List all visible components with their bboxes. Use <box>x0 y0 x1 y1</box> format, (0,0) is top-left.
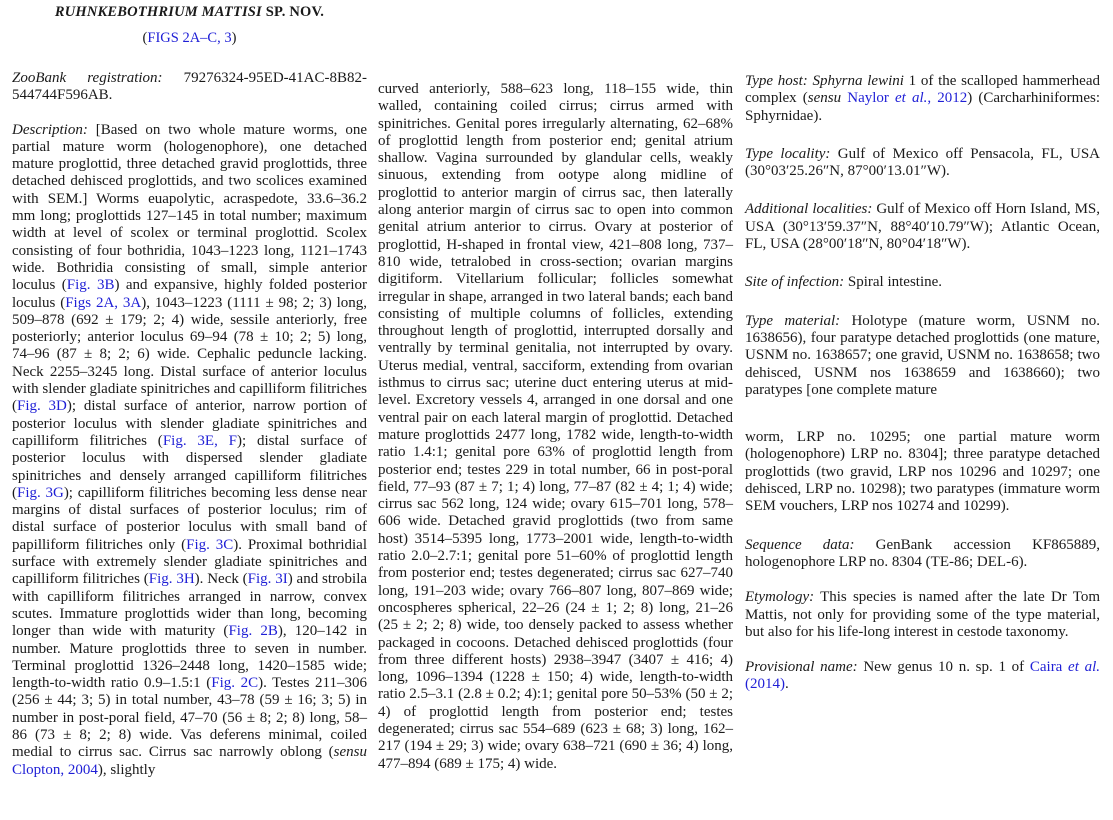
citation-link[interactable]: et al. <box>895 90 928 107</box>
italic-text: Description: <box>12 121 88 138</box>
species-suffix: SP. NOV. <box>261 4 325 20</box>
zoobank-registration <box>12 70 367 105</box>
description-continued <box>378 81 733 773</box>
italic-text: Additional localities: <box>745 201 873 218</box>
italic-text: sensu <box>333 744 367 761</box>
citation-link[interactable]: Naylor <box>847 90 896 107</box>
sequence-data <box>745 537 1100 572</box>
type-locality <box>745 146 1100 181</box>
column-1 <box>12 70 367 779</box>
body-text: This species is named after the late Dr Tom Mattis, not only for providing some of the type material, but also for his life-long interest in cestode taxonomy. <box>745 589 1100 640</box>
site-of-infection <box>745 274 1100 291</box>
body-text: Gulf of Mexico off Pensacola, FL, USA (30°03′25.26″N, 87°00′13.01″W). <box>745 145 1100 180</box>
citation-link[interactable]: Figs 2A, 3A <box>65 294 142 311</box>
paren: ) <box>231 30 237 46</box>
body-text: 1 of the scalloped hammerhead complex ( <box>745 73 1100 107</box>
citation-link[interactable]: , 2012 <box>927 90 968 107</box>
additional-localities <box>745 201 1100 253</box>
figure-link[interactable]: FIGS 2A–C, 3 <box>147 30 232 46</box>
italic-text: Sequence data: <box>745 536 855 553</box>
type-host <box>745 73 1100 125</box>
citation-link[interactable]: Clopton, 2004 <box>12 761 98 778</box>
body-text: Spiral intestine. <box>844 274 943 291</box>
body-text: GenBank accession KF865889, hologenophore LRP no. 8304 (TE-86; DEL-6). <box>745 536 1100 570</box>
citation-link[interactable]: Fig. 3E, F <box>162 432 238 449</box>
citation-link[interactable]: Fig. 3H <box>148 571 195 588</box>
body-text: Holotype (mature worm, USNM no. 1638656), four paratype detached proglottids (one mature, USNM no. 1638657; one gravid, USNM no. 1638658; two dehisced, USNM nos 1638659 and 1638660); two paratypes [one complete mature <box>745 312 1100 398</box>
citation-link[interactable]: Fig. 3D <box>17 398 67 415</box>
body-text: ) and expansive, highly folded posterior loculus ( <box>12 277 368 311</box>
citation-link[interactable]: (2014) <box>745 676 785 693</box>
column-2 <box>378 81 733 773</box>
paren: ( <box>142 30 148 46</box>
species-heading <box>12 4 367 21</box>
body-text: ), slightly <box>97 761 156 778</box>
column-3 <box>745 73 1100 694</box>
italic-text: Etymology: <box>745 589 815 606</box>
body-text: worm, LRP no. 10295; one partial mature worm (hologenophore) LRP no. 8304]; three paratype detached proglottids (two gravid, LRP nos 10296 and 10297; one dehisced, LRP no. 10298); two paratypes (immature worm SEM vouchers, LRP nos 10274 and 10299). <box>745 429 1100 515</box>
citation-link[interactable]: et al. <box>1068 659 1100 676</box>
body-text: curved anteriorly, 588–623 long, 118–155 wide, thin walled, containing coiled cirrus; cirrus armed with spinitriches. Genital pores irregularly alternating, 62–68% of proglottid length from posterior end; genital atrium shallow. Vagina surrounded by glandular cells, weakly sinuous, extending from ootype along midline of proglottid to anterior margin of cirrus sac, then laterally along anterior margin of cirrus sac to open into common genital atrium anterior to cirrus. Ovary at posterior of proglottid, H-shaped in frontal view, 421–808 long, 737–810 wide, tetralobed in cross-section; ovarian margins digitiform. Vitellarium follicular; follicles somewhat irregular in shape, arranged in two lateral bands; each band consisting of multiple columns of follicles, extending throughout length of proglottid, interrupted dorsally and ventrally by terminal genitalia, not interrupted by ovary. Uterus medial, ventral, sacciform, extending from ovarian isthmus to cirrus sac; uterine duct entering uterus at mid-level. Excretory vessels 4, arranged in one dorsal and one ventral pair on each lateral margin of proglottid. Detached mature proglottids 2477 long, 1782 wide, length-to-width ratio 1.4:1; genital pore 63% of proglottid length from posterior end; testes 229 in total number, 66 in post-poral field, 77–93 (87 ± 7; 1; 4) long, 77–87 (82 ± 4; 1; 4) wide; cirrus sac 562 long, 124 wide; ovary 615–701 long, 578–606 wide. Detached gravid proglottids (two from same host) 3514–5395 long, 1773–2001 wide, length-to-width ratio 2.0–2.7:1; genital pore 51–60% of proglottid length from posterior end; testes degenerated; cirrus sac 627–740 long, 191–203 wide; ovary 766–807 long, 807–869 wide; oncospheres spherical, 22–26 (24 ± 1; 2; 8) long, 21–26 (25 ± 2; 2; 8) wide, too densely packed to assess whether packaged in cocoons. Detached dehisced proglottids (four from three different hosts) 2938–3947 (3407 ± 416; 4) long, 1096–1394 (1228 ± 150; 4) wide, length-to-width ratio 2.5–3.1 (2.8 ± 0.2; 4):1; genital pore 50–53% (50 ± 2; 4) of proglottid length from posterior end; testes degenerated; cirrus sac 554–689 (623 ± 68; 3) long, 162–217 (194 ± 29; 3) wide; ovary 638–721 (690 ± 36; 4) long, 477–894 (689 ± 175; 4) wide. <box>378 81 733 772</box>
body-text: ). Proximal bothridial surface with extremely slender gladiate spinitriches and capilliform filitriches ( <box>12 536 367 588</box>
body-text: ), 120–142 in number. Mature proglottids three to seven in number. Terminal proglottid 1326–2448 long, 1420–1585 wide; length-to-width ratio 0.9–1.5:1 ( <box>12 623 368 692</box>
body-text: 79276324-95ED-41AC-8B82-544744F596AB. <box>12 70 367 104</box>
body-text: ), 1043–1223 (1111 ± 98; 2; 3) long, 509–878 (692 ± 179; 2; 4) wide, sessile anteriorly, free posteriorly; anterior loculus 69–94 (78 ± 10; 2; 5) long, 74–96 (87 ± 8; 2; 6) wide. Cephalic peduncle lacking. Neck 2255–3245 long. Distal surface of anterior loculus with slender gladiate spinitriches and capilliform filitriches ( <box>12 294 367 415</box>
etymology <box>745 589 1100 641</box>
italic-text: Site of infection: <box>745 274 845 291</box>
italic-text: ZooBank registration: <box>12 70 163 86</box>
italic-text: Provisional name: <box>745 659 858 676</box>
body-text: ); distal surface of anterior, narrow portion of posterior loculus with slender gladiate spinitriches and capilliform filitriches ( <box>12 398 367 449</box>
citation-link[interactable]: Caira <box>1029 659 1069 676</box>
body-text: ) and strobila with capilliform filitriches arranged in narrow, convex scutes. Immature proglottids wider than long, becoming longer than wide with maturity ( <box>12 571 368 640</box>
body-text: ); capilliform filitriches becoming less dense near margins of distal surfaces of posterior loculus; rim of distal surface of posterior loculus with small band of papilliform filitriches only ( <box>12 484 367 553</box>
italic-text: Type host: <box>745 73 808 89</box>
italic-text: sensu <box>807 90 842 107</box>
type-material <box>745 313 1100 399</box>
italic-text: Type material: <box>745 312 841 329</box>
citation-link[interactable]: Fig. 2C <box>211 675 259 692</box>
body-text: [Based on two whole mature worms, one partial mature worm (hologenophore), one detached mature proglottid, three detached gravid proglottids, three detached dehisced proglottids, and two scolices examined with SEM.] Worms euapolytic, acraspedote, 33.6–36.2 mm long; proglottids 127–145 in total number; maximum width at level of scolex or terminal proglottid. Scolex consisting of four bothridia, 1043–1223 long, 1121–1743 wide. Bothridia consisting of small, simple anterior loculus ( <box>12 121 367 294</box>
citation-link[interactable]: Fig. 3C <box>186 536 234 553</box>
body-text: ). Neck ( <box>194 571 248 588</box>
citation-link[interactable]: Fig. 2B <box>228 623 278 640</box>
body-text: . <box>785 676 789 693</box>
italic-text: Type locality: <box>745 145 831 162</box>
body-text: ) (Carcharhiniformes: Sphyrnidae). <box>745 90 1100 124</box>
figure-reference <box>12 30 367 47</box>
body-text: New genus 10 n. sp. 1 of <box>857 659 1030 676</box>
body-text: Gulf of Mexico off Horn Island, MS, USA (30°13′59.37″N, 88°40′10.79″W); Atlantic Ocean, FL, USA (28°00′18″N, 80°04′18″W). <box>745 201 1100 253</box>
description <box>12 122 367 779</box>
type-material-continued <box>745 429 1100 515</box>
italic-text: Sphyrna lewini <box>812 73 904 89</box>
citation-link[interactable]: Fig. 3I <box>247 571 288 588</box>
body-text: ). Testes 211–306 (256 ± 44; 3; 5) in total number, 43–78 (59 ± 16; 3; 5) in number in post-poral field, 47–70 (56 ± 8; 2; 8) long, 58–86 (73 ± 8; 2; 8) wide. Vas deferens minimal, coiled medial to cirrus sac. Cirrus sac narrowly oblong ( <box>12 675 367 761</box>
body-text: ); distal surface of posterior loculus with dispersed slender gladiate spinitriches and densely arranged capilliform filitriches ( <box>12 432 367 501</box>
citation-link[interactable]: Fig. 3G <box>17 484 64 501</box>
provisional-name <box>745 659 1100 694</box>
citation-link[interactable]: Fig. 3B <box>66 277 115 294</box>
species-name: RUHNKEBOTHRIUM MATTISI <box>54 4 262 20</box>
